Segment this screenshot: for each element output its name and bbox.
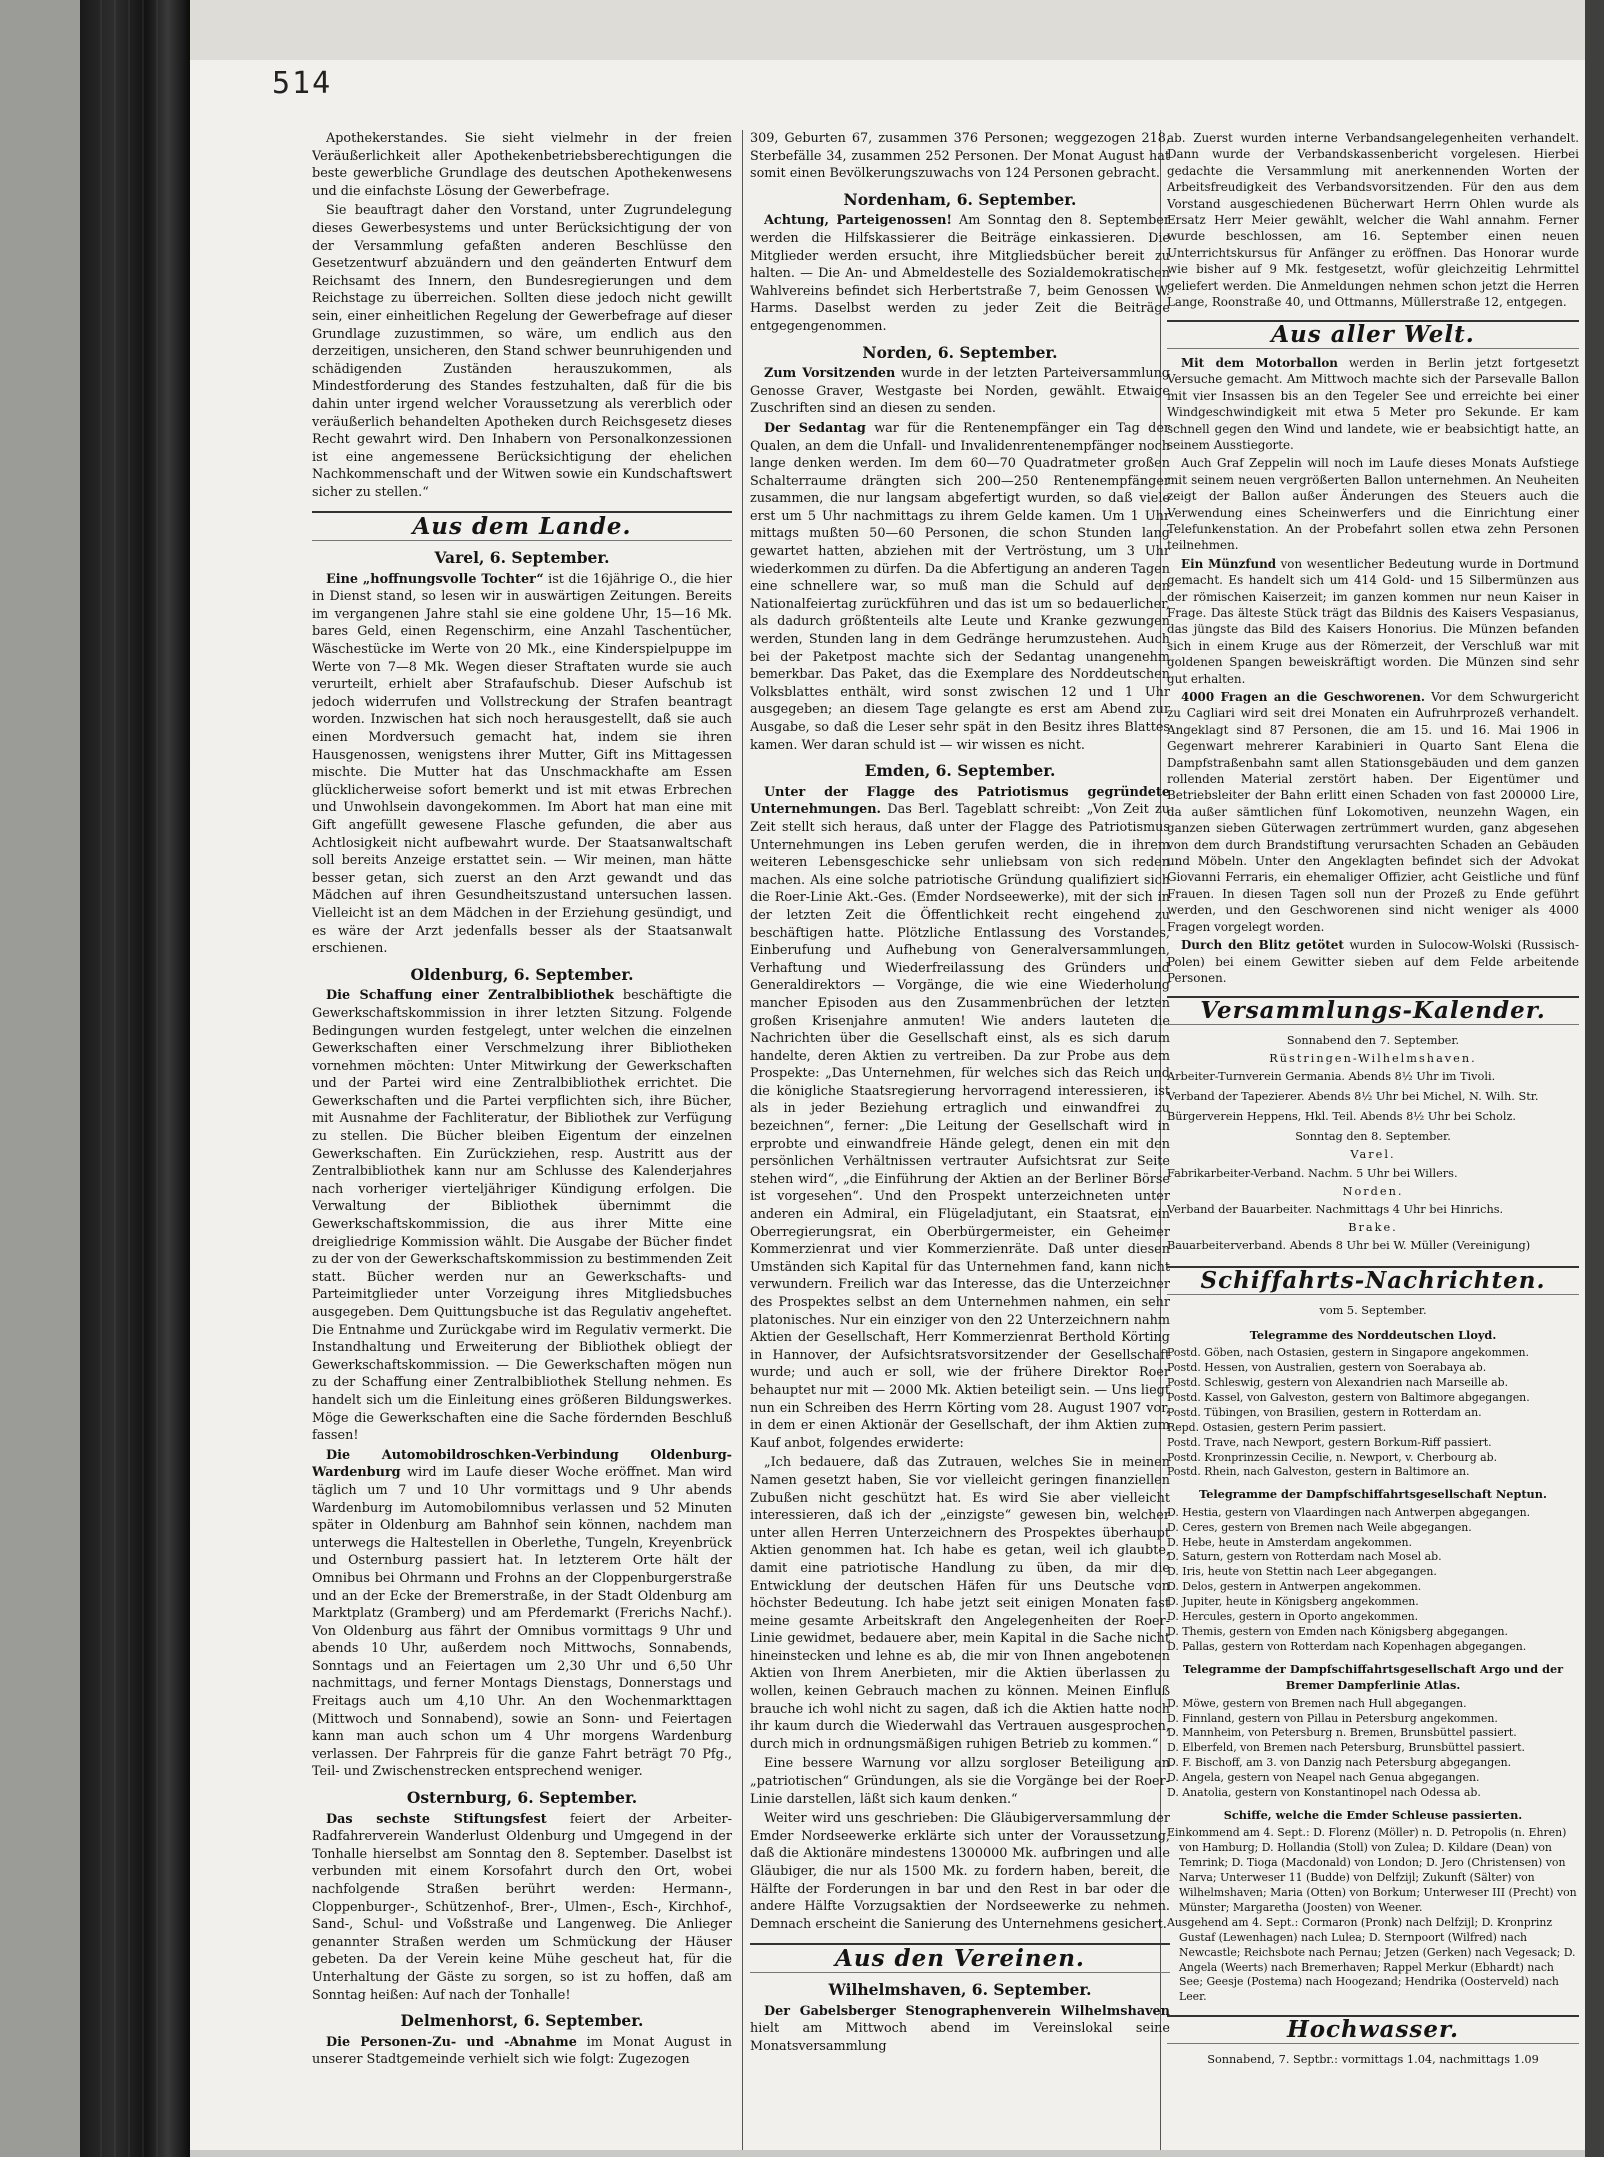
article: Unter der Flagge des Patriotismus gegründete Unternehmungen. Das Berl. Tageblatt schreibt: „Von Zeit zu Zeit stellt sich heraus, daß unter der Flagge des Patriotismus Unternehmungen ins Leben gerufen werden, die in ihrem weiteren Lebensgeschicke sehr unliebsam von sich reden machen. Als eine solche patriotische Gründung qualifiziert sich die Roer-Linie Akt.-Ges. (Emder Nordseewerke), mit der sich in der letzten Zeit die Öffentlichkeit recht eingehend zu beschäftigen hatte. Plötzliche Entlassung des Vorstandes, Einberufung und Aufhebung von Generalversammlungen, Verhaftung und Wiederfreilassung des Gründers und Generaldirektors — Vorgänge, die wie eine Wiederholung mancher Episoden aus den Zusammenbrüchen der letzten großen Krisenjahre anmuten! Wie anders lauteten die Nachrichten über die Gesellschaft einst, als es sich darum handelte, deren Aktien zu vertreiben. Da zur Probe aus dem Prospekte: „Das Unternehmen, für welches sich das Reich und die königliche Staatsregierung hervorragend interessieren, ist als in jeder Beziehung ertraglich und einwandfrei zu bezeichnen“, ferner: „Die Leitung der Gesellschaft wird in erprobte und einwandfreie Hände gelegt, denen ein mit den persönlichen Verhältnissen vertrauter Aufsichtsrat zur Seite stehen wird“, „die Einführung der Aktien an der Berliner Börse ist vorgesehen“. Und den Prospekt unterzeichneten unter anderen ein Admiral, ein Flügeladjutant, ein Staatsrat, ein Oberregierungsrat, ein Oberbürgermeister, ein Geheimer Kommerzienrat und vier Kommerzienräte. Daß unter diesen Umständen sich Kapital für das Unternehmen fand, kann nicht verwundern. Freilich war das Interesse, das die Unterzeichner des Prospektes selbst an dem Unternehmen nahmen, ein sehr platonisches. Nur ein einziger von den 22 Unterzeichnern nahm Aktien der Gesellschaft, Herr Kommerzienrat Berthold Körting in Hannover, der Aufsichtsratsvorsitzender der Gesellschaft wurde; und auch er soll, wie der frühere Direktor Roer behauptet nur mit — 2000 Mk. Aktien beteiligt sein. — Uns liegt nun ein Schreiben des Herrn Körting vom 28. August 1907 vor, in dem er einen Aktionär der Gesellschaft, der ihm Aktien zum Kauf anbot, folgendes erwiderte: — [750, 784, 1170, 1451]
dateline: Oldenburg, 6. September. — [410, 964, 634, 984]
tide-times: Sonnabend, 7. Septbr.: vormittags 1.04, nachmittags 1.09 — [1207, 2052, 1539, 2066]
dateline: Varel, 6. September. — [434, 548, 610, 568]
shipping-entry: D. Hercules, gestern in Oporto angekommen. — [1167, 1610, 1419, 1624]
book-binding — [0, 0, 80, 2157]
shipping-entry: D. Finnland, gestern von Pillau in Petersburg angekommen. — [1167, 1711, 1498, 1725]
page-number: 514 — [272, 66, 333, 101]
telegram-heading: Schiffe, welche die Emder Schleuse passierten. — [1223, 1807, 1523, 1822]
paragraph: Weiter wird uns geschrieben: Die Gläubigerversammlung der Emder Nordseewerke erklärte sich unter der Voraussetzung, daß die Aktionäre mindestens 1300000 Mk. aufbringen und alle Gläubiger, die nur als 1500 Mk. zu fordern haben, bereit, die Hälfte der Forderungen in bar und den Rest in bar oder die andere Hälfte Vorzugsaktien der Nordseewerke zu nehmen. Demnach erscheint die Sanierung des Unternehmens gesichert. — [750, 1811, 1170, 1932]
shipping-entry: D. Hebe, heute in Amsterdam angekommen. — [1167, 1535, 1412, 1549]
article-lead: Die Automobildroschken-Verbindung Oldenburg-Wardenburg — [312, 1447, 732, 1481]
section-heading: Hochwasser. — [1167, 2015, 1579, 2043]
paragraph: Auch Graf Zeppelin will noch im Laufe dieses Monats Aufstiege mit seinem neuen vergrößerten Ballon unternehmen. An Neuheiten zeigt der Ballon außer Änderungen des Steuers auch die Verwendung eines Scheinwerfers und die Einrichtung einer Telefunkenstation. An der Probefahrt sollen etwa zehn Personen teilnehmen. — [1167, 456, 1579, 553]
article: Zum Vorsitzenden wurde in der letzten Parteiversammlung Genosse Graver, Westgaste bei Norden, gewählt. Etwaige Zuschriften sind an diesen zu senden. — [750, 366, 1170, 417]
article: Die Personen-Zu- und -Abnahme im Monat August in unserer Stadtgemeinde verhielt sich wie folgt: Zugezogen — [312, 2034, 732, 2068]
shipping-entry: D. Anatolia, gestern von Konstantinopel nach Odessa ab. — [1167, 1786, 1481, 1800]
article-lead: Achtung, Parteigenossen! — [764, 213, 953, 229]
top-margin — [190, 0, 1585, 60]
spine-texture — [100, 0, 160, 2157]
article: Das sechste Stiftungsfest feiert der Arbeiter-Radfahrerverein Wanderlust Oldenburg und Umgegend in der Tonhalle hierselbst am Sonntag den 8. September. Daselbst ist verbunden mit einem Korsofahrt durch den Ort, wobei nachfolgende Straßen berührt werden: Hermann-, Cloppenburger-, Schützenhof-, Brer-, Ulmen-, Esch-, Kirchhof-, Sand-, Schul- und Voßstraße und Langenweg. Die Anlieger genannter Straßen werden um Schmückung der Häuser gebeten. Da der Verein keine Mühe gescheut hat, für die Unterhaltung der Gäste zu sorgen, so ist zu hoffen, daß am Sonntag heißen: Auf nach der Tonhalle! — [312, 1811, 732, 2003]
shipping-entry: Postd. Kronprinzessin Cecilie, n. Newport, v. Cherbourg ab. — [1167, 1450, 1498, 1464]
article-lead: Der Sedantag — [764, 420, 866, 436]
calendar-entry: Arbeiter-Turnverein Germania. Abends 8½ Uhr im Tivoli. — [1167, 1070, 1496, 1084]
calendar-entry: Verband der Bauarbeiter. Nachmittags 4 Uhr bei Hinrichs. — [1167, 1202, 1504, 1216]
paragraph: ab. Zuerst wurden interne Verbandsangelegenheiten verhandelt. Dann wurde der Verbandskassenbericht vorgelesen. Hierbei gedachte die Versammlung mit anerkennenden Worten der Arbeitsfreudigkeit des Verbandsvorsitzenden. Für den aus dem Vorstand ausgeschiedenen Bücherwart Herrn Ohlen wurde als Ersatz Herr Meier gewählt, welcher die Wahl annahm. Ferner wurde beschlossen, am 16. September einen neuen Unterrichtskursus für Anfänger zu eröffnen. Das Honorar wurde wie bisher auf 9 Mk. festgesetzt, wofür gleichzeitig Lehrmittel geliefert werden. Die Anmeldungen nehmen schon jetzt die Herren Lange, Roonstraße 40, und Ottmanns, Müllerstraße 12, entgegen. — [1167, 131, 1579, 310]
shipping-entry: Postd. Rhein, nach Galveston, gestern in Baltimore an. — [1167, 1465, 1470, 1479]
dateline: Emden, 6. September. — [864, 761, 1056, 781]
shipping-date: vom 5. September. — [1319, 1303, 1427, 1317]
shipping-entry: D. Pallas, gestern von Rotterdam nach Kopenhagen abgegangen. — [1167, 1639, 1527, 1653]
telegram-heading: Telegramme der Dampfschiffahrtsgesellschaft Neptun. — [1199, 1487, 1547, 1502]
paragraph: Eine bessere Warnung vor allzu sorgloser Beteiligung an „patriotischen“ Gründungen, als sie die Vorgänge bei der Roer-Linie darstellen, läßt sich kaum denken.“ — [750, 1756, 1170, 1807]
calendar-place: Rüstringen-Wilhelmshaven. — [1269, 1051, 1477, 1065]
shipping-entry: Ausgehend am 4. Sept.: Cormaron (Pronk) nach Delfzijl; D. Kronprinz Gustaf (Lewenhagen) nach Lulea; D. Sternpoort (Wilfred) nach Newcastle; Reichsbote nach Pernau; Jetzen (Gerken) nach Vegesack; D. Angela (Weerts) nach Bremerhaven; Rappel Merkur (Ebhardt) nach See; Geesje (Postema) nach Hoogezand; Hendrika (Oosterveld) nach Leer. — [1167, 1915, 1576, 2004]
shipping-entry: D. F. Bischoff, am 3. von Danzig nach Petersburg abgegangen. — [1167, 1756, 1512, 1770]
calendar-entry: Fabrikarbeiter-Verband. Nachm. 5 Uhr bei Willers. — [1167, 1166, 1458, 1180]
section-heading: Aus dem Lande. — [312, 511, 732, 541]
shipping-entry: D. Ceres, gestern von Bremen nach Weile abgegangen. — [1167, 1520, 1472, 1534]
shipping-entry: D. Delos, gestern in Antwerpen angekommen. — [1167, 1580, 1422, 1594]
article: Der Sedantag war für die Rentenempfänger ein Tag der Qualen, an dem die Unfall- und Invalidenrentenempfänger noch lange denken werden. Im dem 60—70 Quadratmeter großen Schalterraume drängten sich 200—250 Rentenempfänger zusammen, die nur langsam abgefertigt wurden, so daß viele erst um 5 Uhr nachmittags zu ihrem Gelde kamen. Um 1 Uhr mittags mußten 50—60 Personen, die schon Stunden lang gewartet hatten, abziehen mit der Vertröstung, um 3 Uhr wiederkommen zu dürfen. Da die Abfertigung an anderen Tagen eine schnellere war, so muß man die Schuld auf den Nationalfeiertag zurückführen und das ist um so bedauerlicher, als dadurch größtenteils alte Leute und Kranke gezwungen werden, Stunden lang in dem Gedränge herumzustehen. Auch bei der Paketpost machte sich der Sedantag unangenehm bemerkbar. Das Paket, das die Exemplare des Norddeutschen Volksblattes enthält, wird sonst zwischen 12 und 1 Uhr ausgegeben; an diesem Tage gelangte es erst am Abend zur Ausgabe, so daß die Leser sehr spät in den Besitz ihres Blattes kamen. Wer daran schuld ist — wir wissen es nicht. — [750, 420, 1170, 753]
telegram-heading: Telegramme der Dampfschiffahrtsgesellschaft Argo und der Bremer Dampferlinie Atlas. — [1182, 1661, 1564, 1693]
paragraph: Apothekerstandes. Sie sieht vielmehr in der freien Veräußerlichkeit aller Apothekenbetriebsberechtigungen die beste gewerbliche Grundlage des deutschen Apothekenwesens und die einfachste Lösung der Gewerbefrage. — [312, 131, 732, 199]
article-lead: 4000 Fragen an die Geschworenen. — [1181, 690, 1425, 704]
column-2 — [750, 130, 1170, 2120]
article-lead: Das sechste Stiftungsfest — [326, 1811, 547, 1827]
shipping-entry: D. Elberfeld, von Bremen nach Petersburg, Brunsbüttel passiert. — [1167, 1741, 1525, 1755]
shipping-entry: D. Jupiter, heute in Königsberg angekommen. — [1167, 1595, 1419, 1609]
column-rule-1 — [742, 130, 743, 2150]
column-1 — [312, 130, 732, 2120]
article-lead: Durch den Blitz getötet — [1181, 938, 1344, 953]
article: Der Gabelsberger Stenographenverein Wilhelmshaven hielt am Mittwoch abend im Vereinslokal seine Monatsversammlung — [750, 2003, 1170, 2054]
shipping-entry: Repd. Ostasien, gestern Perim passiert. — [1167, 1420, 1387, 1434]
telegram-heading: Telegramme des Norddeutschen Lloyd. — [1249, 1327, 1497, 1342]
shipping-entry: Postd. Tübingen, von Brasilien, gestern in Rotterdam an. — [1167, 1405, 1482, 1419]
shipping-entry: D. Angela, gestern von Neapel nach Genua abgegangen. — [1167, 1771, 1480, 1785]
article: 4000 Fragen an die Geschworenen. Vor dem Schwurgericht zu Cagliari wird seit drei Monaten ein Aufruhrprozeß verhandelt. Angeklagt sind 87 Personen, die am 15. und 16. Mai 1906 in Gegenwart mehrerer Karabinieri in Quarto Sant Elena die Dampfstraßenbahn samt allen Stationsgebäuden und dem ganzen rollenden Material zerstört haben. Der Eigentümer und Betriebsleiter der Bahn erlitt einen Schaden von fast 200000 Lire, da außer sämtlichen fünf Lokomotiven, neunzehn Wagen, ein ganzen sieben Güterwagen zertrümmert wurden, ganz abgesehen von dem durch Brandstiftung verursachten Schaden an Gebäuden und Möbeln. Unter den Angeklagten befindet sich der Advokat Giovanni Ferraris, ein ehemaliger Offizier, acht Geistliche und fünf Frauen. In diesen Tagen soll nun der Prozeß zu Ende geführt werden, und den Geschworenen sind nicht weniger als 4000 Fragen vorgelegt worden. — [1167, 690, 1579, 934]
article-lead: Mit dem Motorballon — [1181, 355, 1338, 370]
section-heading: Aus aller Welt. — [1167, 320, 1579, 348]
dateline: Norden, 6. September. — [862, 342, 1058, 362]
shipping-entry: D. Mannheim, von Petersburg n. Bremen, Brunsbüttel passiert. — [1167, 1726, 1517, 1740]
paragraph: Sie beauftragt daher den Vorstand, unter Zugrundelegung dieses Gewerbesystems und unter Berücksichtigung der von der Versammlung gefaßten anderen Beschlüsse den Gesetzentwurf abzuändern und den geänderten Entwurf dem Reichsamt des Innern, den Bundesregierungen und dem Reichstage zu überreichen. Sollten diese jedoch nicht gewillt sein, einer einheitlichen Regelung der Gewerbefrage auf dieser Grundlage zuzustimmen, so wäre, um endlich aus den derzeitigen, unsicheren, den Stand schwer beunruhigenden und schädigenden Zuständen herauszukommen, als Mindestforderung des Standes festzuhalten, daß für die bis dahin unter irgend welcher Voraussetzung als vererblich oder veräußerlich behandelten Apotheken durch Reichsgesetz dieses Recht gewahrt wird. Den Inhabern von Personalkonzessionen ist eine angemessene Berücksichtigung der ehelichen Nachkommenschaft und der Witwen sowie ein Kundschaftswert sicher zu stellen.“ — [312, 203, 732, 500]
section-heading: Schiffahrts-Nachrichten. — [1167, 1266, 1579, 1294]
article-lead: Der Gabelsberger Stenographenverein Wilhelmshaven — [764, 2003, 1170, 2019]
shipping-entry: D. Saturn, gestern von Rotterdam nach Mosel ab. — [1167, 1550, 1442, 1564]
section-heading: Aus den Vereinen. — [750, 1943, 1170, 1973]
article-lead: Zum Vorsitzenden — [764, 366, 896, 382]
article-lead: Ein Münzfund — [1181, 556, 1277, 571]
article: Durch den Blitz getötet wurden in Sulocow-Wolski (Russisch-Polen) bei einem Gewitter sieben auf dem Felde arbeitende Personen. — [1167, 938, 1579, 985]
calendar-date: Sonnabend den 7. September. — [1286, 1033, 1460, 1047]
quotation: „Ich bedauere, daß das Zutrauen, welches Sie in meinen Namen gesetzt haben, Sie vor vielleicht geringen finanziellen Zubußen nicht geschützt hat. Es wird Sie aber vielleicht interessieren, daß ich der „einzigste“ gewesen bin, welcher unter allen Herren Unterzeichnern des Prospektes überhaupt Aktien genommen hat. Ich habe es getan, weil ich glaubte, damit eine patriotische Handlung zu üben, da mir die Entwicklung der deutschen Häfen für uns Deutsche von höchster Bedeutung. Ich habe jetzt seit einigen Monaten fast meine gesamte Arbeitskraft den Angelegenheiten der Roer-Linie gewidmet, bedauere aber, mein Kapital in die Sache nicht hineinstecken und lehne es ab, die mir von Ihnen angebotenen Aktien von Ihrem Anerbieten, mir die Aktien überlassen zu wollen, keinen Gebrauch machen zu können. Meinen Einfluß brauche ich wohl nicht zu sagen, daß ich die Aktien hatte noch ihr kaum durch die Wiederwahl das Vertrauen ausgesprochen, durch mich in ordnungsmäßigen ruhigen Betrieb zu kommen.“ — [750, 1455, 1170, 1752]
calendar-place: Brake. — [1348, 1220, 1398, 1234]
shipping-entry: D. Iris, heute von Stettin nach Leer abgegangen. — [1167, 1565, 1437, 1579]
article: Mit dem Motorballon werden in Berlin jetzt fortgesetzt Versuche gemacht. Am Mittwoch machte sich der Parsevalle Ballon mit vier Insassen bis an den Tegeler See und erreichte bei einer Windgeschwindigkeit mit etwa 5 Meter pro Sekunde. Er kam schnell gegen den Wind und landete, wie er beabsichtigt hatte, an seinem Ausstiegorte. — [1167, 355, 1579, 452]
article-lead: Unter der Flagge des Patriotismus gegründete Unternehmungen. — [750, 784, 1170, 818]
right-edge — [1585, 0, 1604, 2157]
calendar-entry: Verband der Tapezierer. Abends 8½ Uhr bei Michel, N. Wilh. Str. — [1167, 1090, 1539, 1104]
article: Achtung, Parteigenossen! Am Sonntag den 8. September werden die Hilfskassierer die Beiträge einkassieren. Die Mitglieder werden ersucht, ihre Mitgliedsbücher bereit zu halten. — Die An- und Abmeldestelle des Sozialdemokratischen Wahlvereins befindet sich Herbertstraße 7, beim Genossen W. Harms. Daselbst werden zu jeder Zeit die Beiträge entgegengenommen. — [750, 213, 1170, 334]
calendar-entry: Bauarbeiterverband. Abends 8 Uhr bei W. Müller (Vereinigung) — [1167, 1239, 1531, 1253]
dateline: Nordenham, 6. September. — [843, 189, 1077, 209]
dateline: Osternburg, 6. September. — [406, 1788, 638, 1808]
shipping-entry: D. Hestia, gestern von Vlaardingen nach Antwerpen abgegangen. — [1167, 1505, 1531, 1519]
calendar-place: Varel. — [1350, 1148, 1396, 1162]
shipping-entry: Postd. Trave, nach Newport, gestern Borkum-Riff passiert. — [1167, 1435, 1492, 1449]
article: Eine „hoffnungsvolle Tochter“ ist die 16jährige O., die hier in Dienst stand, so lesen wir in auswärtigen Zeitungen. Bereits im vergangenen Jahre stahl sie eine goldene Uhr, 15—16 Mk. bares Geld, einen Regenschirm, eine Anzahl Taschentücher, Wäschestücke im Werte von 20 Mk., eine Kinderspielpuppe im Werte von 7—8 Mk. Wegen dieser Straftaten wurde sie auch verurteilt, erhielt aber Strafaufschub. Dieser Aufschub ist jedoch widerrufen und Vollstreckung der Strafen beantragt worden. Inzwischen hat sich noch herausgestellt, daß sie auch einen Mordversuch gemacht hat, indem sie ihren Hausgenossen, wenigstens ihrer Mutter, Gift ins Mittagessen mischte. Die Mutter hat das Unschmackhafte am Essen glücklicherweise sofort bemerkt und ist mit etwas Erbrechen und Unwohlsein davongekommen. Im Abort hat man eine mit Gift angefüllt gewesene Flasche gefunden, die aber aus Achtlosigkeit nicht aufbewahrt wurde. Der Staatsanwaltschaft soll bereits Anzeige erstattet sein. — Wir meinen, man hätte besser getan, sich zuerst an den Arzt gewandt und das Mädchen auf ihren Gesundheitszustand untersuchen lassen. Vielleicht ist an dem Mädchen in der Erziehung gesündigt, und es wäre der Arzt jedenfalls besser als der Staatsanwalt erschienen. — [312, 571, 732, 957]
paragraph: 309, Geburten 67, zusammen 376 Personen; weggezogen 218, Sterbefälle 34, zusammen 252 Personen. Der Monat August hat somit einen Bevölkerungszuwachs von 124 Personen gebracht. — [750, 131, 1170, 182]
dateline: Delmenhorst, 6. September. — [400, 2011, 644, 2031]
shipping-entry: D. Möwe, gestern von Bremen nach Hull abgegangen. — [1167, 1696, 1467, 1710]
shipping-entry: D. Themis, gestern von Emden nach Königsberg abgegangen. — [1167, 1624, 1509, 1638]
article: Ein Münzfund von wesentlicher Bedeutung wurde in Dortmund gemacht. Es handelt sich um 414 Gold- und 15 Silbermünzen aus der römischen Kaiserzeit; im ganzen kommen nur neun Kaiser in Frage. Das älteste Stück trägt das Bildnis des Kaisers Vespasianus, das jüngste das Bild des Kaisers Honorius. Die Münzen befanden sich in einem Kruge aus der Römerzeit, der Verschluß war mit goldenen Spangen beweiskräftigt worden. Die Münzen sind sehr gut erhalten. — [1167, 556, 1579, 686]
shipping-entry: Einkommend am 4. Sept.: D. Florenz (Möller) n. D. Petropolis (n. Ehren) von Hamburg; D. Hollandia (Stoll) von Zulea; D. Kildare (Dean) von Temrink; D. Tioga (Macdonald) von London; D. Jero (Christensen) von Narva; Unterweser 11 (Budde) von Delfzijl; Zukunft (Sälter) von Wilhelmshaven; Maria (Otten) von Borkum; Unterweser III (Precht) von Münster; Margaretha (Joosten) von Weener. — [1167, 1826, 1577, 1914]
article-lead: Eine „hoffnungsvolle Tochter“ — [326, 571, 544, 587]
calendar-place: Norden. — [1342, 1184, 1404, 1198]
shipping-entry: Postd. Göben, nach Ostasien, gestern in Singapore angekommen. — [1167, 1346, 1530, 1360]
shipping-entry: Postd. Hessen, von Australien, gestern von Soerabaya ab. — [1167, 1361, 1487, 1375]
article-lead: Die Personen-Zu- und -Abnahme — [326, 2034, 577, 2050]
article: Die Automobildroschken-Verbindung Oldenburg-Wardenburg wird im Laufe dieser Woche eröffnet. Man wird täglich um 7 und 10 Uhr vormittags und 9 Uhr abends Wardenburg im Automobilomnibus verlassen und 52 Minuten später in Oldenburg am Bahnhof sein können, nachdem man unterwegs die Haltestellen in Oberlethe, Tungeln, Kreyenbrück und Osternburg passiert hat. In letzterem Orte hält der Omnibus bei Ohrmann und Frohns an der Cloppenburgerstraße und an der Ecke der Bremerstraße, in der Stadt Oldenburg am Marktplatz (Gramberg) und am Pferdemarkt (Frerichs Nachf.). Von Oldenburg aus fährt der Omnibus vormittags 9 Uhr und abends 10 Uhr, außerdem noch Mittwochs, Sonnabends, Sonntags und an Feiertagen um 2,30 Uhr und 6,50 Uhr nachmittags, und ferner Montags Dienstags, Donnerstags und Freitags auch um 4,10 Uhr. An den Wochenmarkttagen (Mittwoch und Sonnabend), sowie an Sonn- und Feiertagen kann man auch schon um 4 Uhr morgens Wardenburg verlassen. Der Fahrpreis für die ganze Fahrt beträgt 70 Pfg., Teil- und Zwischenstrecken entsprechend weniger. — [312, 1447, 732, 1780]
shipping-entry: Postd. Schleswig, gestern von Alexandrien nach Marseille ab. — [1167, 1375, 1509, 1389]
article-lead: Die Schaffung einer Zentralbibliothek — [326, 988, 614, 1004]
calendar-entry: Bürgerverein Heppens, Hkl. Teil. Abends 8½ Uhr bei Scholz. — [1167, 1110, 1517, 1124]
article: Die Schaffung einer Zentralbibliothek beschäftigte die Gewerkschaftskommission in ihrer letzten Sitzung. Folgende Bedingungen wurden festgelegt, unter welchen die einzelnen Gewerkschaften einer Verschmelzung ihrer Bibliotheken vornehmen möchten: Unter Mitwirkung der Gewerkschaften und der Partei wird eine Zentralbibliothek errichtet. Die Gewerkschaften und die Partei verpflichten sich, ihre Bücher, mit Ausnahme der Fachliteratur, der Bibliothek zur Verfügung zu stellen. Die Bücher bleiben Eigentum der einzelnen Gewerkschaften. Ein Zurückziehen, resp. Austritt aus der Zentralbibliothek kann nur am Schlusse des Kalenderjahres nach vorheriger vierteljähriger Kündigung erfolgen. Die Verwaltung der Bibliothek übernimmt die Gewerkschaftskommission, die aus ihrer Mitte eine dreigliedrige Kommission wählt. Die Ausgabe der Bücher findet zu der von der Gewerkschaftskommission zu bestimmenden Zeit statt. Bücher werden nur an Gewerkschafts- und Parteimitglieder unter Vorzeigung ihres Mitgliedsbuches ausgegeben. Dem Quittungsbuche ist das Regulativ angeheftet. Die Entnahme und Zurückgabe wird im Regulativ vermerkt. Die Instandhaltung und Erweiterung der Bibliothek obliegt der Gewerkschaftskommission. — Die Gewerkschaften mögen nun zu der Schaffung einer Zentralbibliothek Stellung nehmen. Es handelt sich um die Einleitung eines größeren Bildungswerkes. Möge die Gewerkschaften eine die Sache fördernden Beschluß fassen! — [312, 988, 732, 1444]
shipping-entry: Postd. Kassel, von Galveston, gestern von Baltimore abgegangen. — [1167, 1390, 1530, 1404]
column-3 — [1167, 130, 1579, 2120]
calendar-date: Sonntag den 8. September. — [1295, 1130, 1451, 1144]
dateline: Wilhelmshaven, 6. September. — [828, 1979, 1092, 1999]
section-heading: Versammlungs-Kalender. — [1167, 996, 1579, 1024]
